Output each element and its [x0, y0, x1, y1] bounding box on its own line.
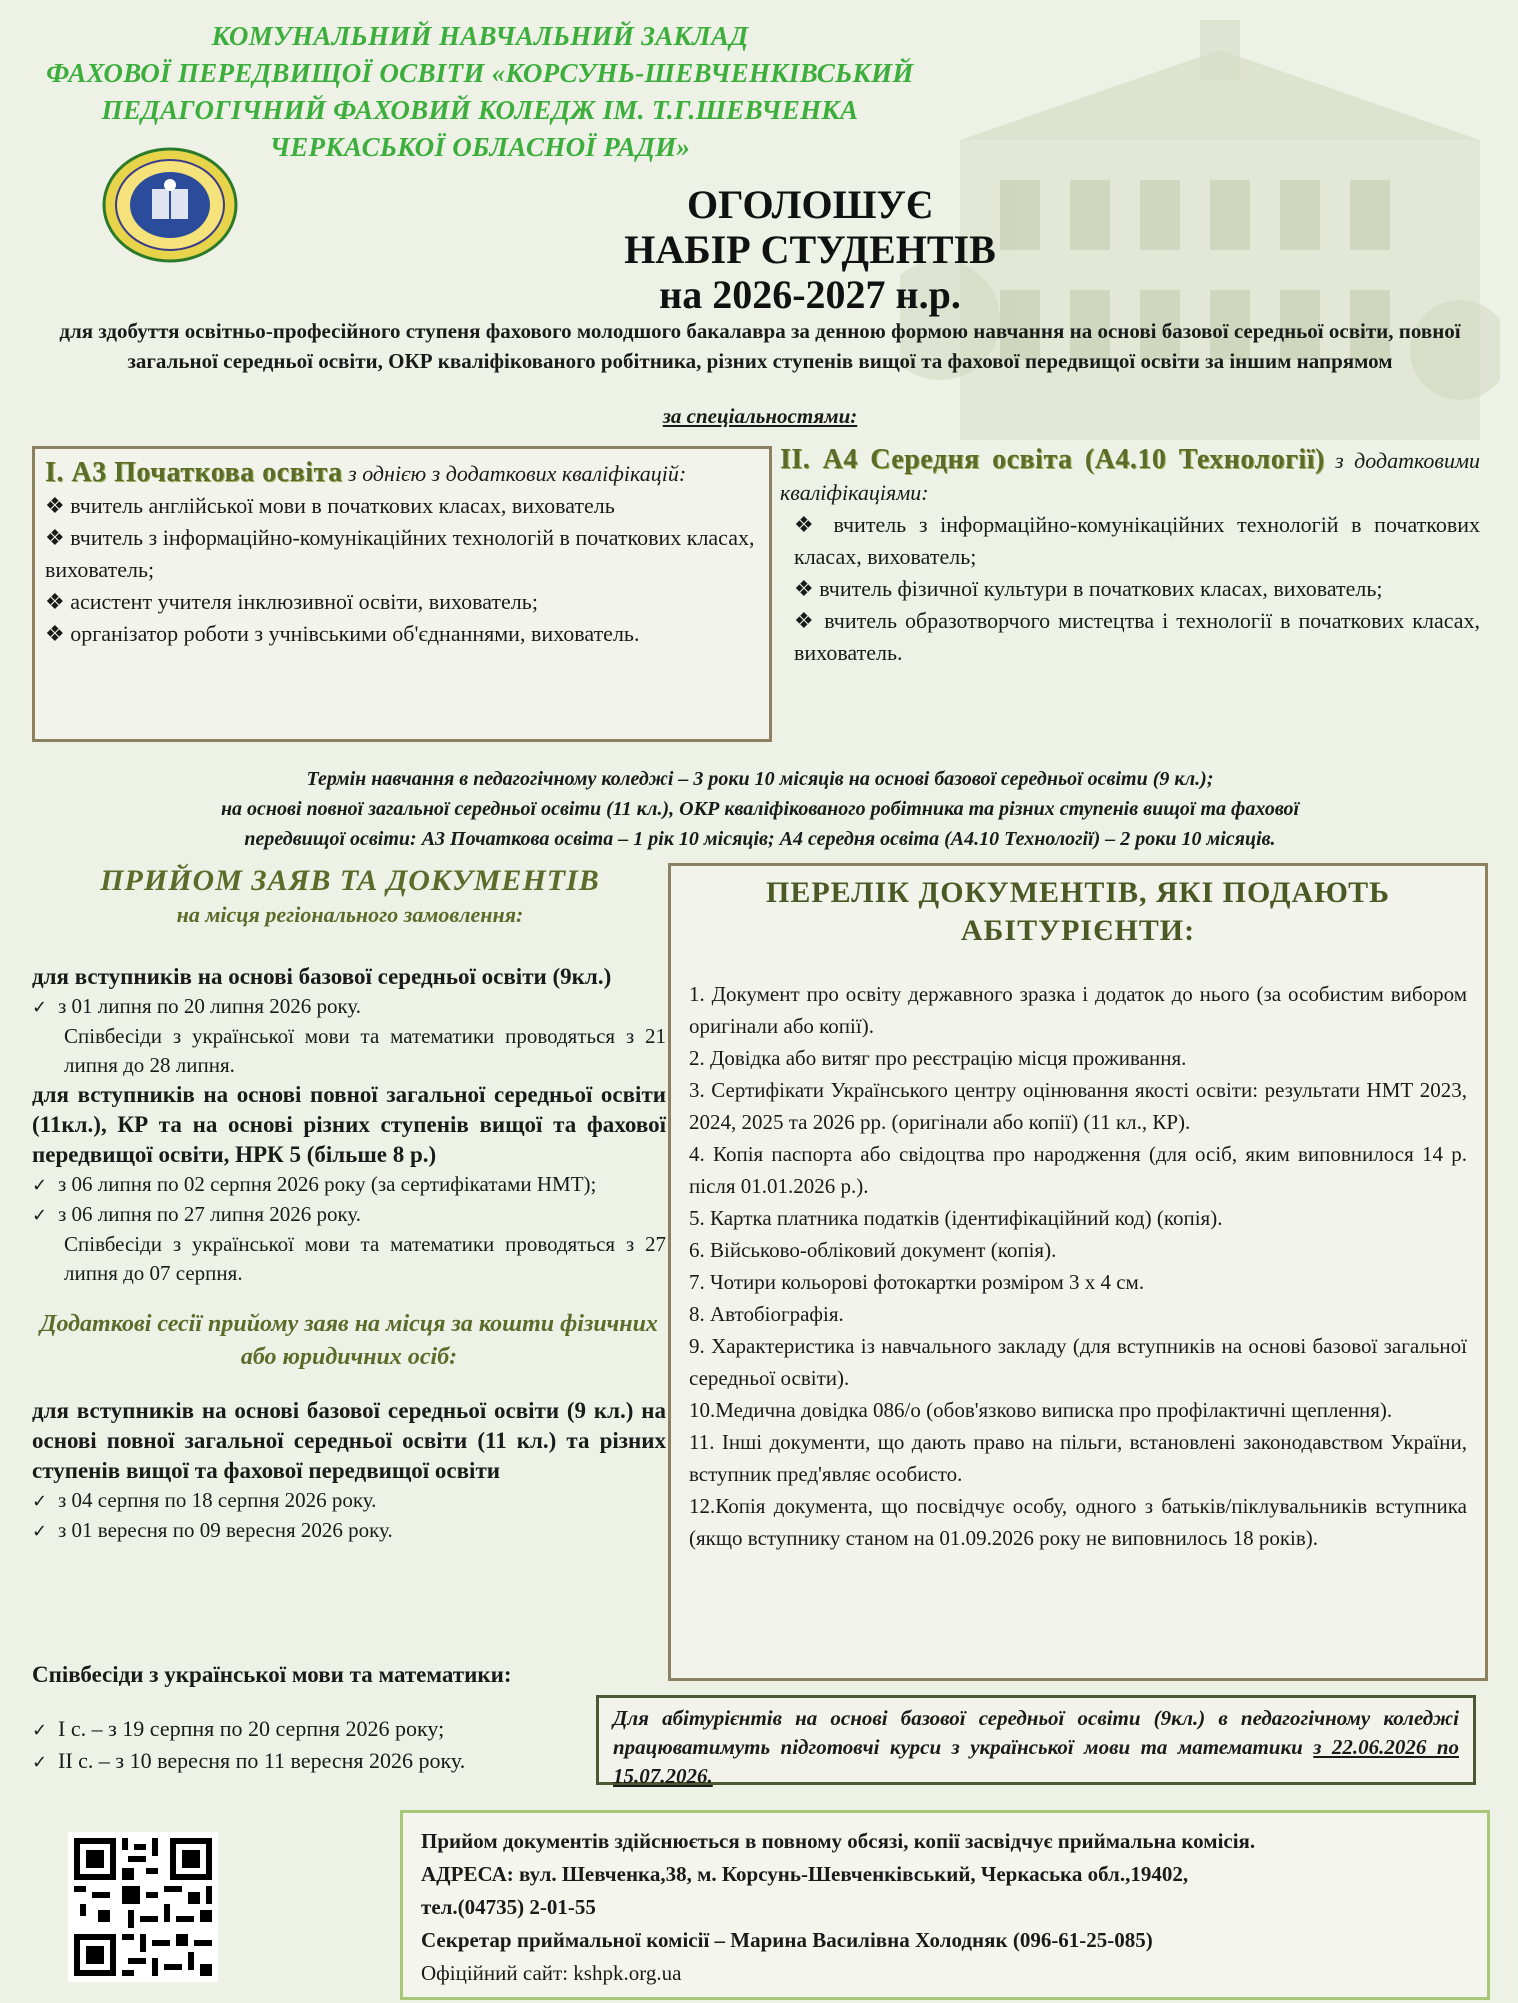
- group-heading: для вступників на основі повної загальної середньої освіти (11кл.), КР та на основі різних ступенів вищої та фахової передвищої освіти, НРК 5 (більше 8 р.): [32, 1082, 666, 1167]
- header-line: КОМУНАЛЬНИЙ НАВЧАЛЬНИЙ ЗАКЛАД: [211, 21, 749, 51]
- document-item: 9. Характеристика із навчального закладу (для вступників на основі базової загальної середньої освіти).: [689, 1334, 1467, 1390]
- date-item: ✓ з 04 серпня по 18 серпня 2026 року.: [32, 1486, 666, 1516]
- specialty-a3-box: [32, 446, 772, 742]
- document-item: 12.Копія документа, що посвідчує особу, одного з батьків/піклувальників вступника (якщо вступнику станом на 01.09.2026 року не виповнилось 18 років).: [689, 1494, 1467, 1550]
- admission-schedule: [32, 962, 666, 1546]
- check-icon: ✓: [32, 1491, 48, 1512]
- list-item: ❖ вчитель з інформаційно-комунікаційних технологій в початкових класах, вихователь;: [45, 525, 755, 582]
- preparatory-courses-box: [596, 1695, 1476, 1788]
- diamond-bullet-icon: ❖: [794, 608, 825, 633]
- list-item: ❖ організатор роботи з учнівськими об'єднаннями, вихователь.: [45, 621, 640, 646]
- list-item: ❖ вчитель англійської мови в початкових класах, вихователь: [45, 493, 615, 518]
- check-icon: ✓: [32, 1205, 48, 1226]
- date-item: ✓ з 06 липня по 02 серпня 2026 року (за сертифікатами НМТ);: [32, 1170, 666, 1200]
- courses-text: Для абітурієнтів на основі базової середньої освіти (9кл.) в педагогічному коледжі працюватимуть підготовчі курси з української мови та математики: [613, 1706, 1459, 1759]
- group-heading: для вступників на основі базової середньої освіти (9кл.): [32, 964, 612, 989]
- interview-note: Співбесіди з української мови та математики проводяться з 21 липня до 28 липня.: [64, 1024, 666, 1077]
- check-icon: ✓: [32, 1175, 48, 1196]
- specialty-a4-block: [780, 444, 1480, 714]
- header-line: ЧЕРКАСЬКОЇ ОБЛАСНОЇ РАДИ»: [269, 132, 691, 162]
- contact-line: Прийом документів здійснюється в повному обсязі, копії засвідчує приймальна комісія.: [421, 1829, 1256, 1853]
- document-item: 4. Копія паспорта або свідоцтва про народження (для осіб, яким виповнилося 14 р. після 01.01.2026 р.).: [689, 1142, 1467, 1198]
- diamond-bullet-icon: ❖: [45, 621, 71, 646]
- official-site-link[interactable]: Офіційний сайт: kshpk.org.ua: [421, 1961, 682, 1985]
- document-item: 3. Сертифікати Українського центру оцінювання якості освіти: результати НМТ 2023, 2024, 2025 та 2026 рр. (оригінали або копії) (11 кл., КР).: [689, 1078, 1467, 1134]
- interview-note: Співбесіди з української мови та математики проводяться з 27 липня до 07 серпня.: [64, 1232, 666, 1285]
- date-item: ✓ ІІ с. – з 10 вересня по 11 вересня 2026 року.: [32, 1746, 592, 1778]
- institution-header: [30, 18, 930, 166]
- header-line: ПЕДАГОГІЧНИЙ ФАХОВИЙ КОЛЕДЖ ІМ. Т.Г.ШЕВЧЕНКА: [101, 95, 859, 125]
- diamond-bullet-icon: ❖: [794, 576, 820, 601]
- specialty-a3-subtitle: з однією з додаткових кваліфікацій:: [342, 461, 687, 486]
- contact-secretary: Секретар приймальної комісії – Марина Василівна Холодняк (096-61-25-085): [421, 1928, 1153, 1952]
- date-item: ✓ з 06 липня по 27 липня 2026 року.: [32, 1200, 666, 1230]
- interviews-heading: Співбесіди з української мови та математики:: [32, 1662, 512, 1687]
- header-line: ФАХОВОЇ ПЕРЕДВИЩОЇ ОСВІТИ «КОРСУНЬ-ШЕВЧЕНКІВСЬКИЙ: [46, 58, 914, 88]
- list-item: ❖ вчитель образотворчого мистецтва і технології в початкових класах, вихователь.: [794, 608, 1481, 665]
- specialty-a3-title: І. А3 Початкова освіта: [45, 457, 343, 488]
- courses-dates: з 22.06.2026 по 15.07.2026.: [613, 1735, 1459, 1788]
- interview-sessions: [32, 1660, 592, 1778]
- document-item: 6. Військово-обліковий документ (копія).: [689, 1238, 1057, 1262]
- document-item: 7. Чотири кольорові фотокартки розміром 3 х 4 см.: [689, 1270, 1145, 1294]
- diamond-bullet-icon: ❖: [794, 512, 834, 537]
- document-item: 8. Автобіографія.: [689, 1302, 844, 1326]
- document-item: 10.Медична довідка 086/о (обов'язково виписка про профілактичні щеплення).: [689, 1398, 1393, 1422]
- specialties-label: за спеціальностями:: [662, 404, 858, 428]
- check-icon: ✓: [32, 997, 48, 1018]
- specialty-a4-title: ІІ. А4 Середня освіта (А4.10 Технології): [780, 444, 1325, 475]
- document-item: 11. Інші документи, що дають право на пільги, встановлені законодавством України, вступник пред'являє особисто.: [689, 1430, 1467, 1486]
- intro-text: для здобуття освітньо-професійного ступеня фахового молодшого бакалавра за денною формою навчання на основі базової середньої освіти, повної загальної середньої освіти, ОКР кваліфікованого робітника, різних ступенів вищої та фахової передвищої освіти за іншим напрямом: [59, 319, 1461, 373]
- admission-subtitle: на місця регіонального замовлення:: [176, 902, 524, 927]
- check-icon: ✓: [32, 1720, 48, 1741]
- college-emblem-icon: [100, 145, 240, 265]
- check-icon: ✓: [32, 1521, 48, 1542]
- date-item: ✓ з 01 липня по 20 липня 2026 року.: [32, 992, 666, 1022]
- announcement-title: [500, 182, 1120, 317]
- contact-phone: тел.(04735) 2-01-55: [421, 1895, 596, 1919]
- document-item: 2. Довідка або витяг про реєстрацію місця проживання.: [689, 1046, 1187, 1070]
- document-item: 5. Картка платника податків (ідентифікаційний код) (копія).: [689, 1206, 1223, 1230]
- documents-title: ПЕРЕЛІК ДОКУМЕНТІВ, ЯКІ ПОДАЮТЬ АБІТУРІЄНТИ:: [765, 876, 1390, 947]
- contact-address: АДРЕСА: вул. Шевченка,38, м. Корсунь-Шевченківський, Черкаська обл.,19402,: [421, 1862, 1189, 1886]
- specialty-a4-subtitle: з додатковими кваліфікаціями:: [780, 448, 1480, 505]
- admission-heading: [30, 864, 670, 928]
- contact-box: [400, 1810, 1490, 2000]
- announce-line-3: на 2026-2027 н.р.: [659, 272, 961, 317]
- date-item: ✓ І с. – з 19 серпня по 20 серпня 2026 року;: [32, 1714, 592, 1746]
- announce-line-1: ОГОЛОШУЄ: [686, 182, 933, 227]
- study-term-note: Термін навчання в педагогічному коледжі – 3 роки 10 місяців на основі базової середньої освіти (9 кл.); на основі повної загальної середньої освіти (11 кл.), ОКР кваліфікованого робітника та різних ступенів вищої та фахової передвищої освіти: А3 Початкова освіта – 1 рік 10 місяців; А4 середня освіта (А4.10 Технології) – 2 роки 10 місяців.: [220, 768, 1300, 850]
- list-item: ❖ вчитель з інформаційно-комунікаційних технологій в початкових класах, вихователь;: [794, 512, 1480, 569]
- documents-list-box: [668, 863, 1488, 1681]
- diamond-bullet-icon: ❖: [45, 525, 71, 550]
- announce-line-2: НАБІР СТУДЕНТІВ: [624, 227, 996, 272]
- admission-title: ПРИЙОМ ЗАЯВ ТА ДОКУМЕНТІВ: [100, 864, 600, 897]
- date-item: ✓ з 01 вересня по 09 вересня 2026 року.: [32, 1516, 666, 1546]
- check-icon: ✓: [32, 1752, 48, 1773]
- diamond-bullet-icon: ❖: [45, 589, 71, 614]
- list-item: ❖ вчитель фізичної культури в початкових класах, вихователь;: [794, 576, 1383, 601]
- document-item: 1. Документ про освіту державного зразка і додаток до нього (за особистим вибором оригінали або копії).: [689, 982, 1467, 1038]
- qr-code-icon: [68, 1832, 218, 1982]
- extra-sessions-heading: Додаткові сесії прийому заяв на місця за кошти фізичних або юридичних осіб:: [40, 1311, 658, 1370]
- diamond-bullet-icon: ❖: [45, 493, 71, 518]
- list-item: ❖ асистент учителя інклюзивної освіти, вихователь;: [45, 589, 538, 614]
- group-heading: для вступників на основі базової середньої освіти (9 кл.) на основі повної загальної середньої освіти (11 кл.) та різних ступенів вищої та фахової передвищої освіти: [32, 1398, 666, 1483]
